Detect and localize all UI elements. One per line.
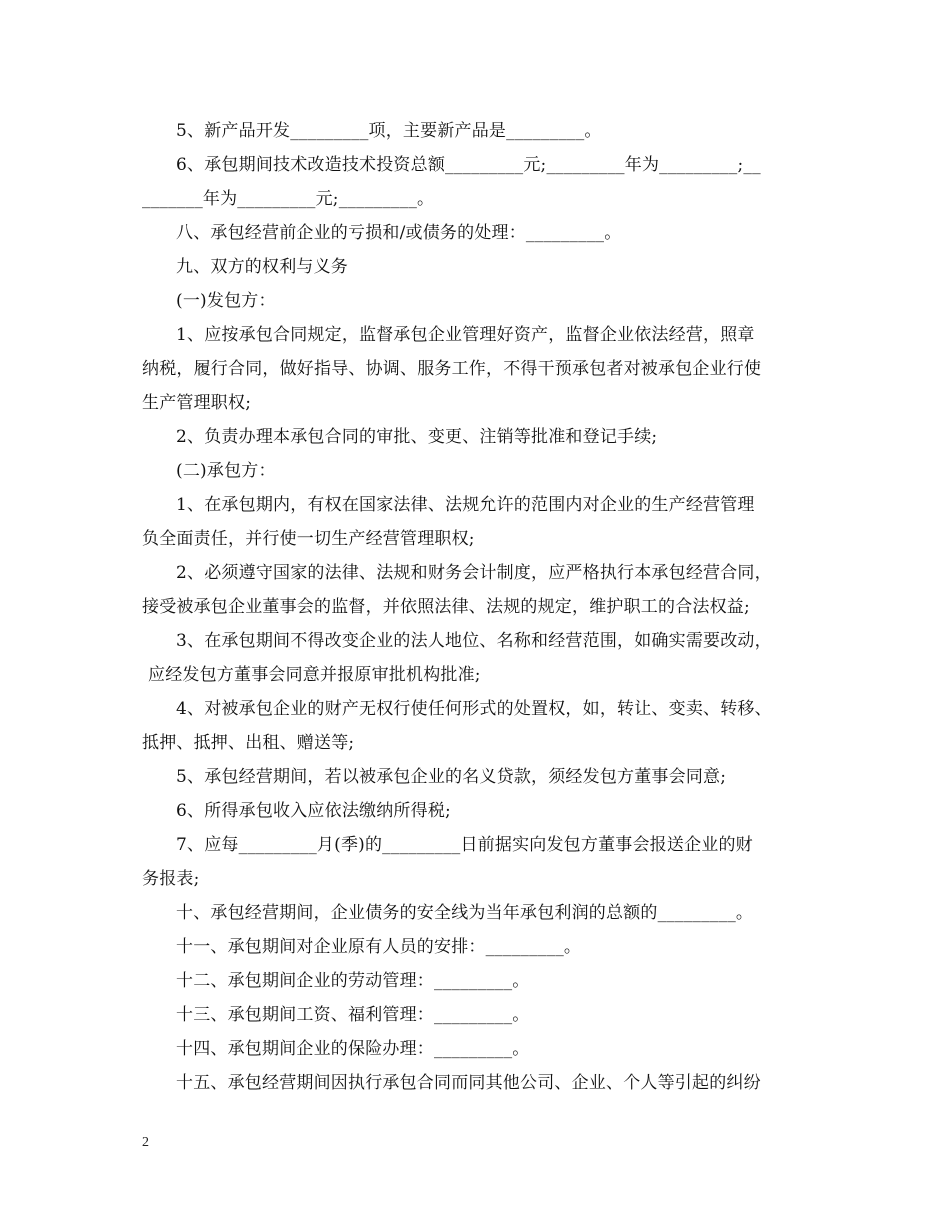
text-line: 4、对被承包企业的财产无权行使任何形式的处置权，如，转让、变卖、转移、	[176, 699, 772, 719]
text-line: 1、应按承包合同规定，监督承包企业管理好资产，监督企业依法经营，照章	[176, 325, 755, 345]
text-line: 负全面责任，并行使一切生产经营管理职权;	[142, 529, 475, 549]
text-line: 2、负责办理本承包合同的审批、变更、注销等批准和登记手续;	[176, 427, 658, 447]
text-line: 5、承包经营期间，若以被承包企业的名义贷款，须经发包方董事会同意;	[176, 767, 727, 787]
text-line: 6、所得承包收入应依法缴纳所得税;	[176, 801, 451, 821]
text-line: 5、新产品开发_________项，主要新产品是_________。	[176, 121, 602, 141]
text-line: 1、在承包期内，有权在国家法律、法规允许的范围内对企业的生产经营管理	[176, 495, 755, 515]
text-line: 3、在承包期间不得改变企业的法人地位、名称和经营范围，如确实需要改动，	[176, 631, 772, 651]
text-line: _______年为_________元;_________。	[142, 189, 435, 209]
text-line: 九、双方的权利与义务	[176, 257, 348, 277]
text-line: 7、应每_________月(季)的_________日前据实向发包方董事会报送企业的财	[176, 835, 753, 855]
text-line: 十二、承包期间企业的劳动管理：_________。	[176, 971, 530, 991]
text-line: 十五、承包经营期间因执行承包合同而同其他公司、企业、个人等引起的纠纷	[176, 1073, 761, 1093]
text-line: 务报表;	[142, 869, 200, 889]
text-line: 十三、承包期间工资、福利管理：_________。	[176, 1005, 530, 1025]
text-line: 6、承包期间技术改造技术投资总额_________元;_________年为_________;__	[176, 155, 761, 175]
text-line: 纳税，履行合同，做好指导、协调、服务工作，不得干预承包者对被承包企业行使	[142, 359, 762, 379]
text-line: 十四、承包期间企业的保险办理：_________。	[176, 1039, 530, 1059]
page-number: 2	[142, 1135, 149, 1150]
text-line: 八、承包经营前企业的亏损和/或债务的处理：_________。	[176, 223, 622, 243]
text-line: 2、必须遵守国家的法律、法规和财务会计制度，应严格执行本承包经营合同，	[176, 563, 772, 583]
text-line: 应经发包方董事会同意并报原审批机构批准;	[148, 665, 481, 685]
text-line: 十、承包经营期间，企业债务的安全线为当年承包利润的总额的_________。	[176, 903, 754, 923]
text-line: (二)承包方：	[176, 461, 276, 481]
text-line: 十一、承包期间对企业原有人员的安排：_________。	[176, 937, 582, 957]
text-line: 抵押、抵押、出租、赠送等;	[142, 733, 355, 753]
text-line: 生产管理职权;	[142, 393, 252, 413]
document-body	[142, 114, 832, 1100]
text-line: 接受被承包企业董事会的监督，并依照法律、法规的规定，维护职工的合法权益;	[142, 597, 750, 617]
text-line: (一)发包方：	[176, 291, 276, 311]
